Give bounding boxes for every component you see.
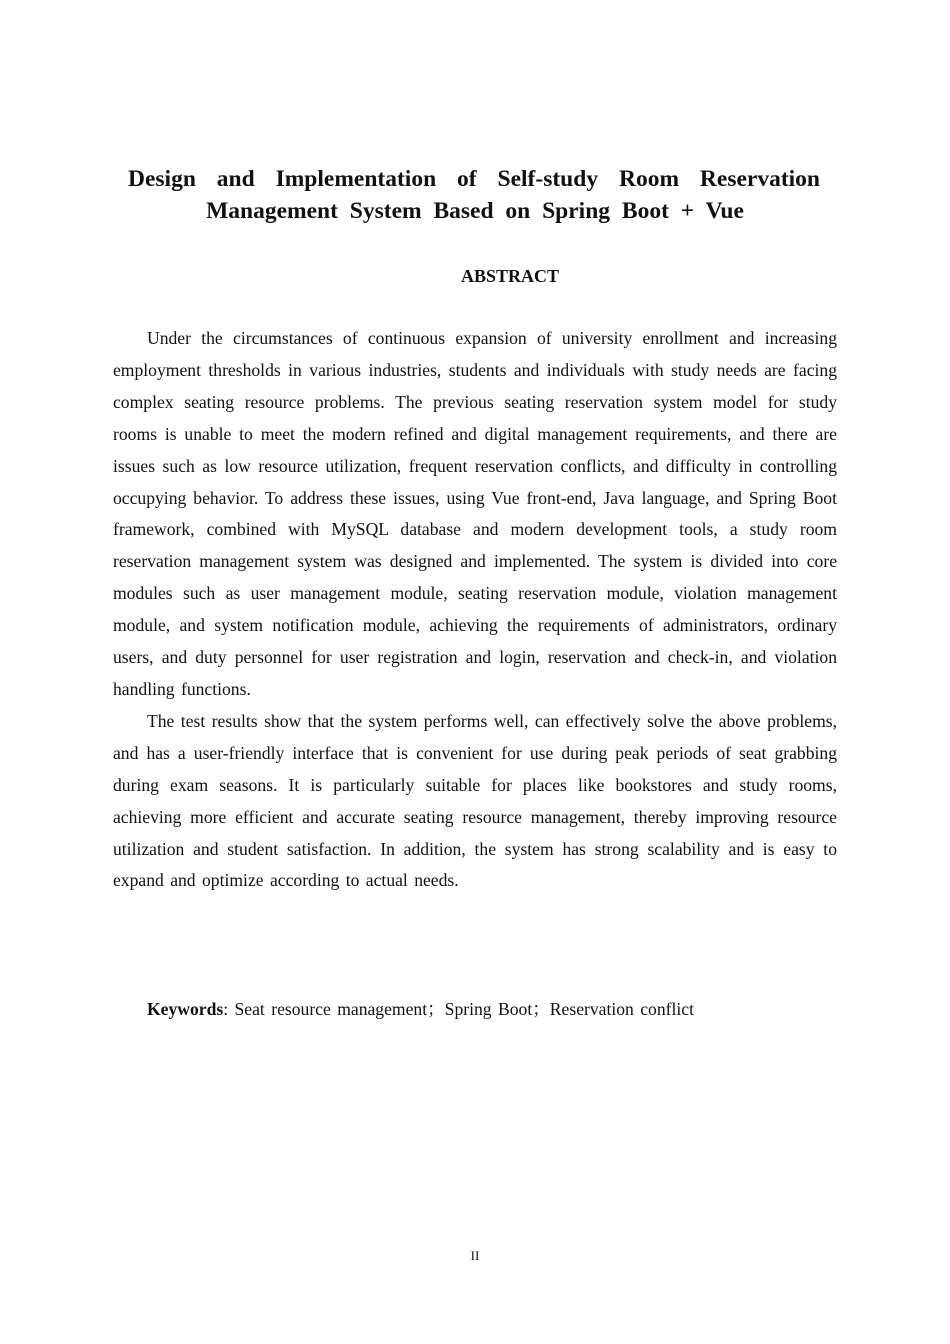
document-title [110,163,840,227]
keywords-line [147,995,694,1023]
title-line-1: Design and Implementation of Self-study Room Reservation [128,166,820,192]
keywords-text: : Seat resource management；Spring Boot；Reservation conflict [223,999,694,1019]
abstract-paragraph-1: Under the circumstances of continuous expansion of university enrollment and increasing employment thresholds in various industries, students and individuals with study needs are facing complex seating resource problems. The previous seating reservation system model for study rooms is unable to meet the modern refined and digital management requirements, and there are issues such as low resource utilization, frequent reservation conflicts, and difficulty in controlling occupying behavior. To address these issues, using Vue front-end, Java language, and Spring Boot framework, combined with MySQL database and modern development tools, a study room reservation management system was designed and implemented. The system is divided into core modules such as user management module, seating reservation module, violation management module, and system notification module, achieving the requirements of administrators, ordinary users, and duty personnel for user registration and login, reservation and check-in, and violation handling functions. [113,328,837,699]
title-line-2: Management System Based on Spring Boot + Vue [206,198,744,224]
abstract-heading: ABSTRACT [460,266,560,286]
page-number: II [470,1248,480,1263]
abstract-body [113,323,837,897]
keywords-label: Keywords [147,999,224,1019]
abstract-paragraph-2: The test results show that the system performs well, can effectively solve the above problems, and has a user-friendly interface that is convenient for use during peak periods of seat grabbing during exam seasons. It is particularly suitable for places like bookstores and study rooms, achieving more efficient and accurate seating resource management, thereby improving resource utilization and student satisfaction. In addition, the system has strong scalability and is easy to expand and optimize according to actual needs. [113,710,837,891]
